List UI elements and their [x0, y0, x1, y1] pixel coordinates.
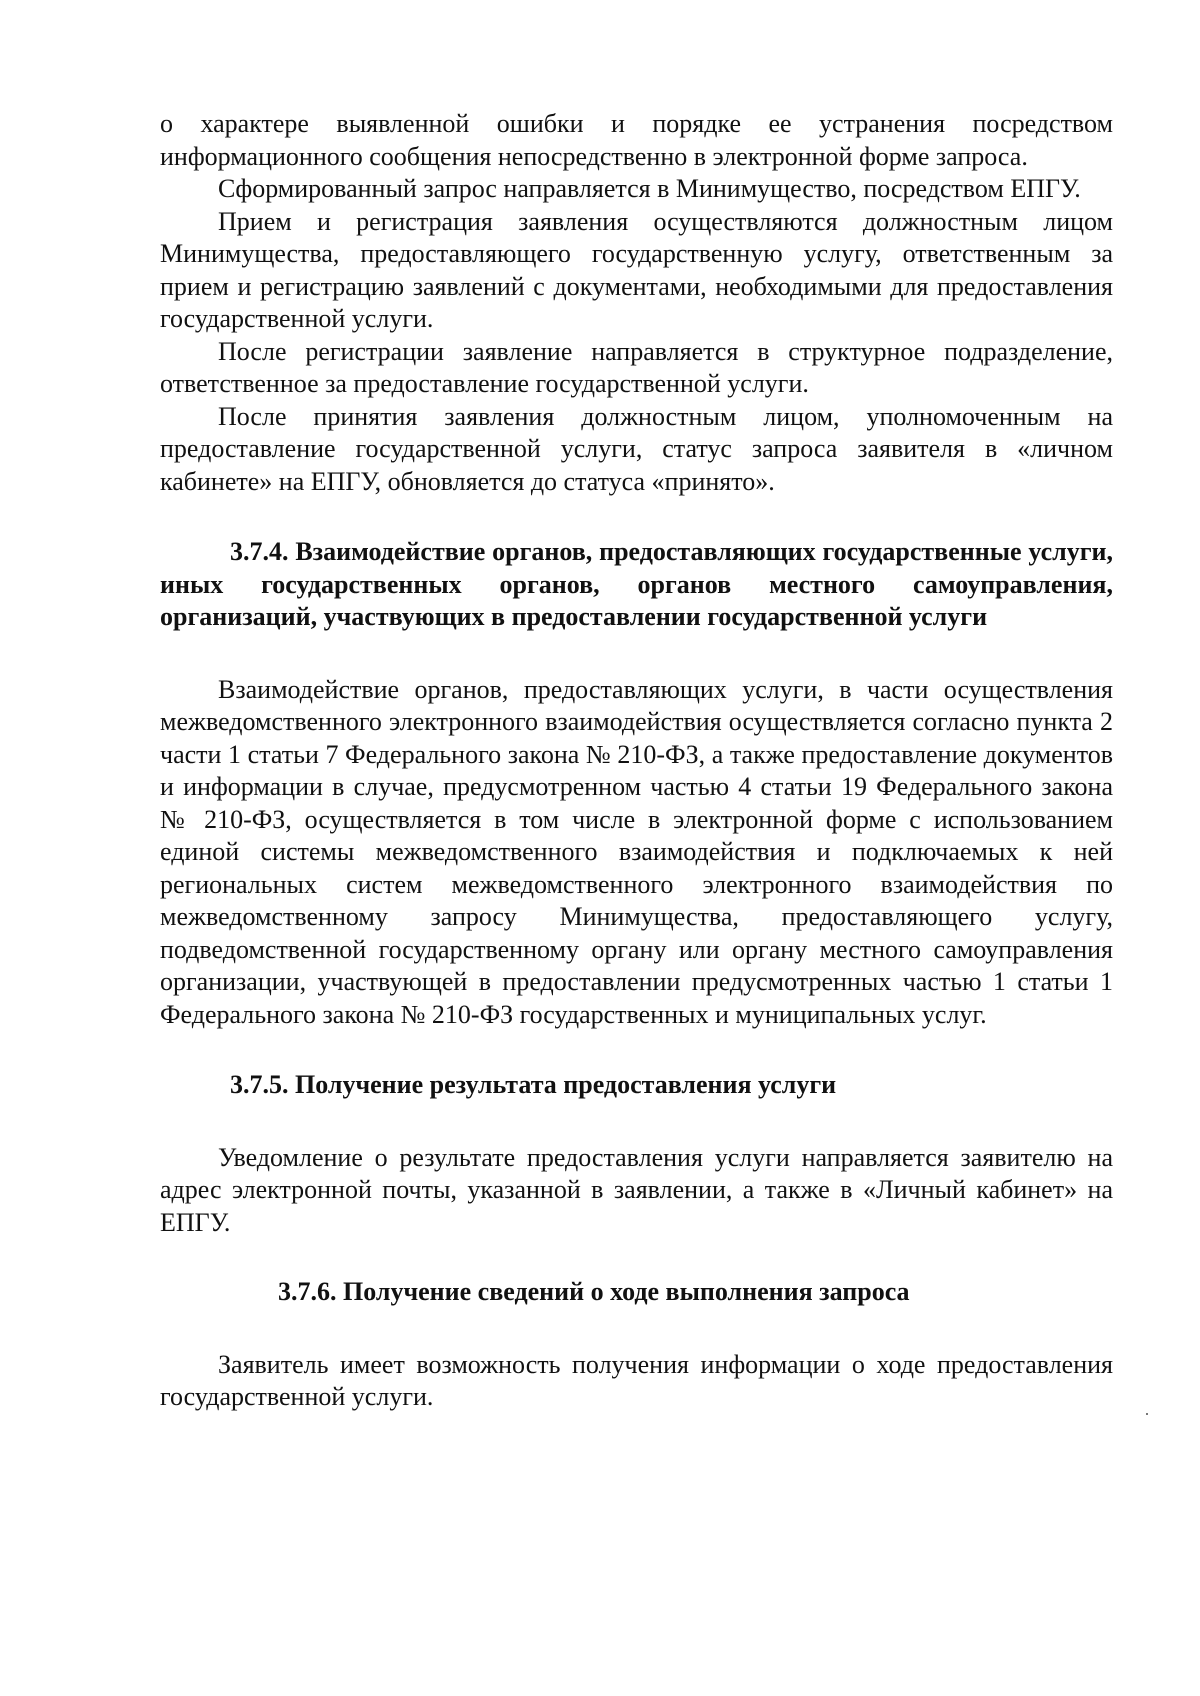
paragraph-after-registration: После регистрации заявление направляется в структурное подразделение, ответственное за предоставление государственной услуги. [160, 336, 1113, 398]
paragraph-result-notification: Уведомление о результате предоставления услуги направляется заявителю на адрес электронной почты, указанной в заявлении, а также в «Личный кабинет» на ЕПГУ. [160, 1142, 1113, 1237]
paragraph-status-update: После принятия заявления должностным лицом, уполномоченным на предоставление государственной услуги, статус запроса заявителя в «личном кабинете» на ЕПГУ, обновляется до статуса «принято». [160, 401, 1113, 496]
paragraph-reception-registration: Прием и регистрация заявления осуществляются должностным лицом Минимущества, предоставляющего государственную услугу, ответственным за прием и регистрацию заявлений с документами, необходимыми для предоставления государственной услуги. [160, 206, 1113, 333]
section-heading-3-7-4: 3.7.4. Взаимодействие органов, предоставляющих государственные услуги, иных государственных органов, органов местного самоуправления, организаций, участвующих в предоставлении государственной услуги [160, 537, 1113, 631]
paragraph-interagency-interaction: Взаимодействие органов, предоставляющих услуги, в части осуществления межведомственного электронного взаимодействия осуществляется согласно пункта 2 части 1 статьи 7 Федерального закона № 210-ФЗ, а также предоставление документов и информации в случае, предусмотренном частью 4 статьи 19 Федерального закона № 210-ФЗ, осуществляется в том числе в электронной форме с использованием единой системы межведомственного взаимодействия и подключаемых к ней региональных систем межведомственного электронного взаимодействия по межведомственному запросу Минимущества, предоставляющего услугу, подведомственной государственному органу или органу местного самоуправления организации, участвующей в предоставлении предусмотренных частью 1 статьи 1 Федерального закона № 210-ФЗ государственных и муниципальных услуг. [160, 674, 1113, 1029]
paragraph-error-notice: о характере выявленной ошибки и порядке ее устранения посредством информационного сообщения непосредственно в электронной форме запроса. [160, 109, 1113, 171]
section-heading-3-7-6: 3.7.6. Получение сведений о ходе выполнения запроса [278, 1277, 910, 1306]
section-heading-3-7-5: 3.7.5. Получение результата предоставления услуги [230, 1070, 837, 1099]
document-body [160, 108, 1113, 1414]
scan-speck [1146, 1413, 1148, 1415]
paragraph-request-sent: Сформированный запрос направляется в Минимущество, посредством ЕПГУ. [218, 174, 1081, 203]
paragraph-progress-info: Заявитель имеет возможность получения информации о ходе предоставления государственной услуги. [160, 1349, 1113, 1411]
